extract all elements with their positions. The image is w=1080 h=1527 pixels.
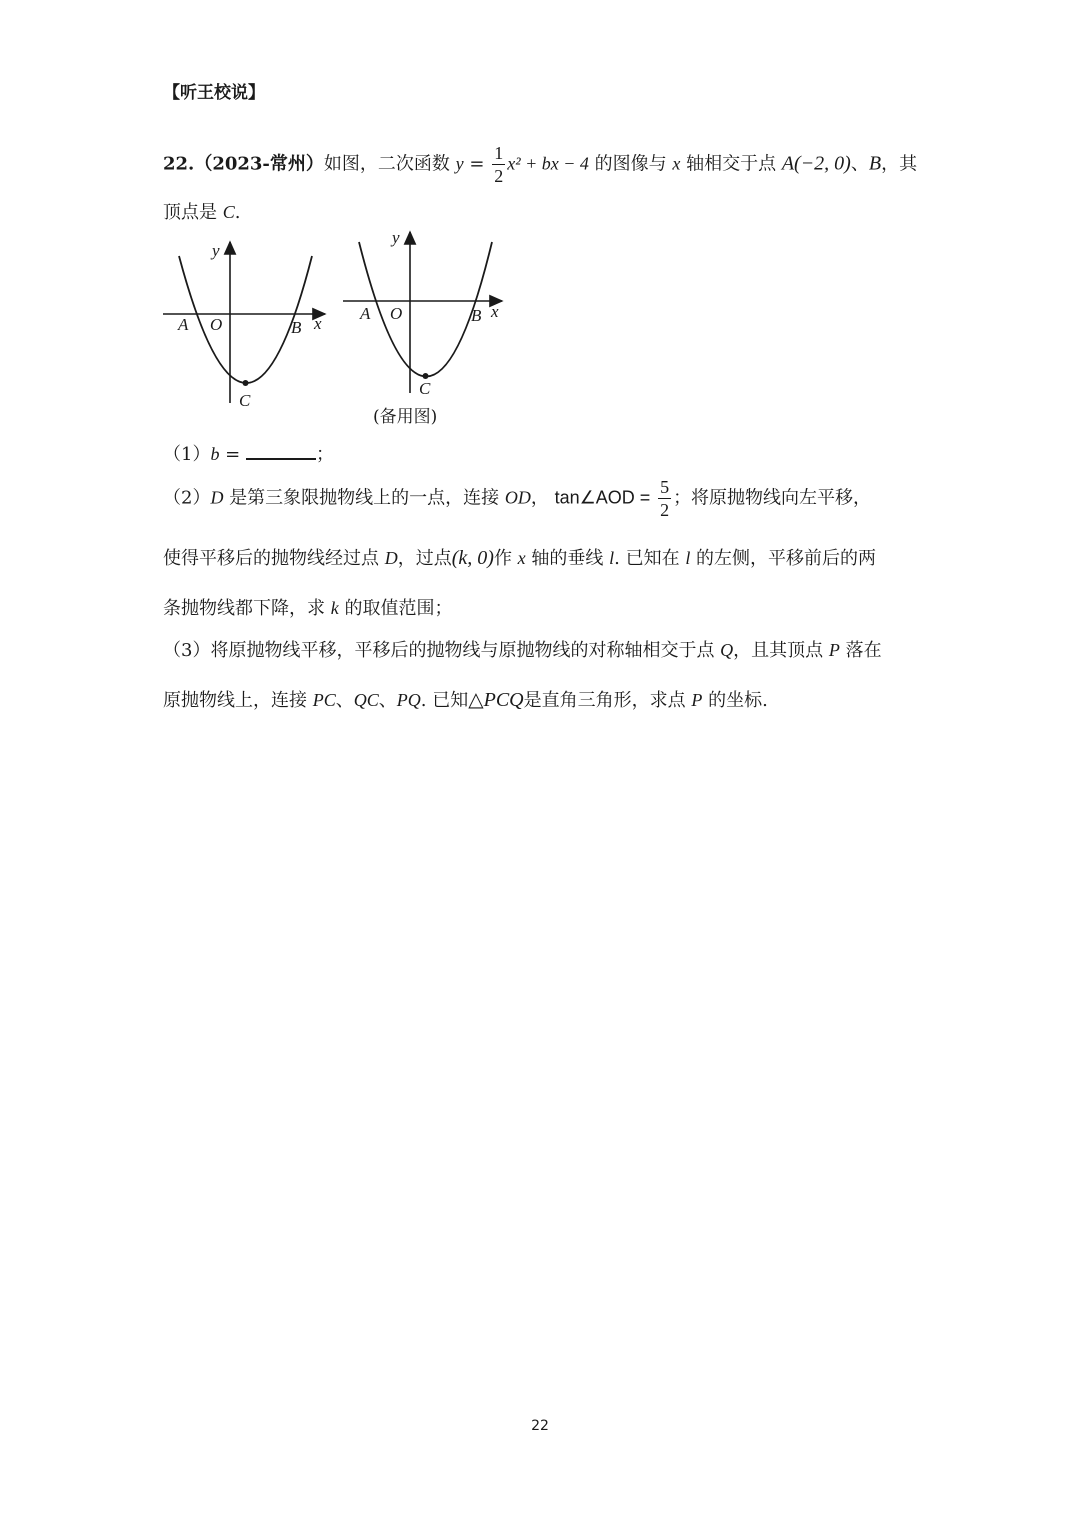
point-a: A(−2, 0) [781, 152, 851, 175]
question-3-line-2 [163, 686, 768, 712]
vertex-text: 顶点是 [163, 202, 217, 223]
q2-line2-a: 使得平移后的抛物线经过点 [163, 548, 385, 569]
x-label: x [314, 314, 322, 333]
q2-point-k0: (k, 0) [451, 547, 494, 569]
q3-text-c: 落在 [839, 640, 882, 661]
q3-sep1: 、 [335, 690, 354, 711]
q2-text-b: ， [530, 487, 549, 509]
q2-line3-a: 条抛物线都下降，求 [163, 598, 331, 619]
q2-line3-k: k [330, 598, 339, 618]
page-number: 22 [531, 1418, 549, 1434]
label-o: O [390, 304, 403, 323]
q3-line2-b: . 已知 [420, 690, 469, 711]
q2-line-l: l [609, 548, 615, 568]
q2-line2-x: x [517, 548, 526, 568]
q3-pcq: PCQ [483, 689, 524, 711]
q2-line-l-2: l [685, 548, 691, 568]
label-a: A [360, 304, 371, 323]
q3-text-b: ，且其顶点 [733, 640, 829, 661]
q3-pq: PQ [396, 690, 421, 710]
q2-tan-expression: tan∠AOD = [554, 487, 651, 508]
period: . [234, 202, 241, 223]
q2-od: OD [504, 487, 531, 508]
q2-line3-b: 的取值范围； [338, 598, 453, 619]
question-2-line-2 [163, 544, 876, 570]
label-c: C [419, 379, 431, 398]
question-2-line-3 [163, 594, 452, 620]
label-c: C [239, 391, 251, 410]
question-2-line-1 [163, 476, 871, 521]
function-rest: x² + bx − 4 [507, 153, 589, 174]
problem-intro: 如图，二次函数 [323, 153, 450, 175]
q3-point-p-2: P [691, 690, 703, 710]
intro-text-c: 轴相交于点 [686, 153, 777, 175]
parabola-backup-figure [340, 228, 520, 403]
q2-line2-e: . 已知在 [614, 548, 686, 569]
label-b: B [291, 318, 302, 337]
q3-qc: QC [353, 690, 379, 710]
x-label: x [491, 302, 499, 321]
q1-end: ； [315, 444, 334, 465]
q3-sep2: 、 [378, 690, 397, 711]
q1-equals: = [219, 444, 246, 465]
q1-number: （1） [163, 444, 211, 465]
q2-line2-c: 作 [493, 548, 518, 569]
q2-point-d: D [210, 487, 224, 508]
page-header: 【听王校说】 [163, 83, 265, 103]
q3-line2-a: 原抛物线上，连接 [163, 690, 313, 711]
q3-text-a: 将原抛物线平移，平移后的抛物线与原抛物线的对称轴相交于点 [210, 640, 721, 661]
question-3-line-1 [163, 636, 882, 662]
q2-number: （2） [163, 487, 211, 509]
answer-blank[interactable] [246, 444, 316, 460]
q3-number: （3） [163, 640, 211, 661]
label-a: A [178, 315, 189, 334]
q2-line2-d: D [384, 548, 398, 568]
x-variable: x [672, 153, 681, 174]
problem-source: （2023-常州） [194, 153, 324, 175]
q2-text-c: ；将原抛物线向左平移， [673, 487, 872, 509]
vertex-c-dot [243, 380, 249, 386]
y-label: y [392, 228, 400, 247]
q3-point-q: Q [720, 640, 734, 660]
intro-text-d: ，其 [881, 153, 918, 175]
y-label: y [212, 241, 220, 260]
triangle-symbol: △ [468, 687, 484, 711]
q3-point-p: P [828, 640, 840, 660]
parabola-figure [160, 228, 340, 413]
function-eq: = [469, 153, 485, 175]
label-o: O [210, 315, 223, 334]
point-c: C [222, 202, 235, 222]
q3-line2-c: 是直角三角形，求点 [523, 690, 692, 711]
problem-line-2 [163, 198, 240, 224]
function-y: y [455, 153, 464, 174]
function-fraction: $\frac{1}{2}$ [494, 143, 504, 186]
figure-caption: (备用图) [373, 407, 438, 427]
q2-line2-b: ，过点 [397, 548, 452, 569]
problem-line-1 [163, 142, 917, 187]
problem-number: 22. [163, 153, 195, 175]
q2-line2-text-d: 轴的垂线 [525, 548, 610, 569]
q3-line2-d: 的坐标. [702, 690, 768, 711]
q1-variable: b [210, 444, 220, 464]
intro-text-b: 的图像与 [594, 153, 667, 175]
q2-fraction: $\frac{5}{2}$ [660, 477, 670, 520]
question-1 [163, 440, 334, 466]
label-b: B [471, 306, 482, 325]
q2-line2-f: 的左侧，平移前后的两 [690, 548, 877, 569]
separator: 、 [850, 153, 869, 175]
q3-pc: PC [312, 690, 336, 710]
point-b: B [868, 152, 882, 175]
q2-text-a: 是第三象限抛物线上的一点，连接 [223, 487, 505, 509]
